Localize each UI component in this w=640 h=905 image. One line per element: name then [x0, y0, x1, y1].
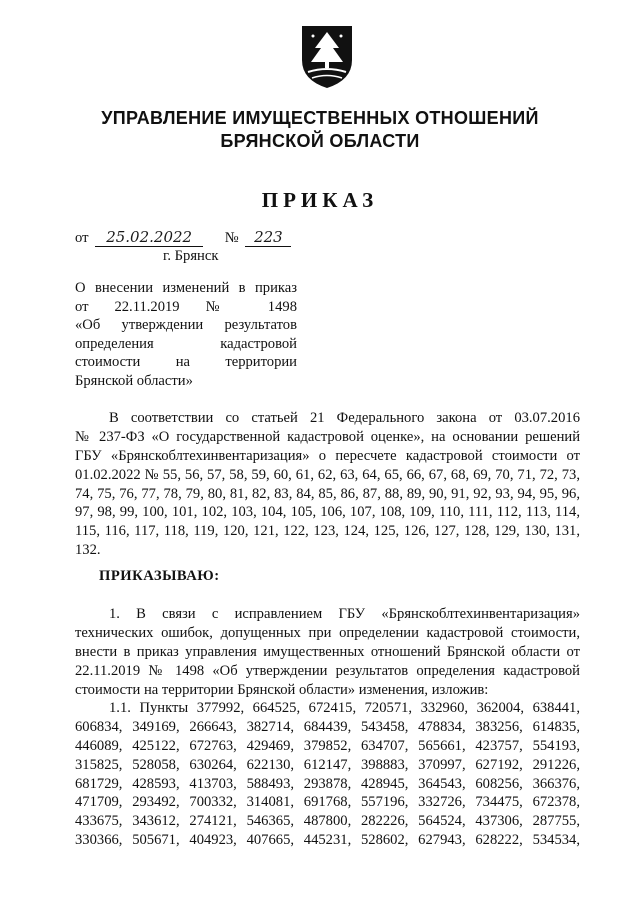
paragraph-line: 97, 98, 99, 100, 101, 102, 103, 104, 105, 106, 107, 108, 109, 110, 111, 112, 113, 114,: [75, 504, 580, 521]
order-date: 25.02.2022: [95, 228, 203, 247]
paragraph-line: 132.: [75, 542, 101, 559]
paragraph-line: 681729, 428593, 413703, 588493, 293878, 428945, 364543, 608256, 366376,: [75, 775, 580, 792]
city: г. Брянск: [163, 248, 219, 264]
order-subject: [75, 279, 297, 391]
doc-title: ПРИКАЗ: [261, 188, 379, 212]
subject-line: «Об утверждении результатов: [75, 317, 297, 334]
clause-1-1: [75, 699, 580, 850]
subject-line: определения кадастровой: [75, 335, 297, 352]
subject-line: стоимости на территории: [75, 354, 297, 371]
paragraph-line: 74, 75, 76, 77, 78, 79, 80, 81, 82, 83, 84, 85, 86, 87, 88, 89, 90, 91, 92, 93, 94, 95, 96,: [75, 485, 580, 502]
paragraph-line: 115, 116, 117, 118, 119, 120, 121, 122, 123, 124, 125, 126, 127, 128, 129, 130, 131,: [75, 523, 580, 540]
org-name-line1: УПРАВЛЕНИЕ ИМУЩЕСТВЕННЫХ ОТНОШЕНИЙ: [101, 108, 539, 128]
preamble-paragraph: [75, 409, 580, 560]
date-number-line: [75, 228, 291, 247]
paragraph-line: 433675, 343612, 274121, 546365, 487800, 282226, 564524, 437306, 287755,: [75, 813, 580, 830]
paragraph-line: технических ошибок, допущенных при определении кадастровой стоимости,: [75, 624, 580, 641]
paragraph-line: 22.11.2019 № 1498 «Об утверждении результатов определения кадастровой: [75, 662, 580, 679]
paragraph-line: внести в приказ управления имущественных отношений Брянской области от: [75, 643, 580, 660]
paragraph-line: 330366, 505671, 404923, 407665, 445231, 528602, 627943, 628222, 534534,: [75, 832, 580, 849]
subject-line: от 22.11.2019 № 1498: [75, 298, 297, 315]
paragraph-line: 1.1. Пункты 377992, 664525, 672415, 720571, 332960, 362004, 638441,: [109, 700, 580, 716]
paragraph-line: 1. В связи с исправлением ГБУ «Брянскоблтехинвентаризация»: [109, 606, 580, 622]
subject-line: Брянской области»: [75, 372, 193, 389]
paragraph-line: 471709, 293492, 700332, 314081, 691768, 557196, 332726, 734475, 672378,: [75, 794, 580, 811]
paragraph-line: стоимости на территории Брянской области» изменения, изложив:: [75, 681, 489, 698]
from-label: от: [75, 230, 89, 246]
paragraph-line: 315825, 528058, 630264, 622130, 612147, 398883, 370997, 627192, 291226,: [75, 756, 580, 773]
subject-line: О внесении изменений в приказ: [75, 280, 297, 296]
order-directive: ПРИКАЗЫВАЮ:: [99, 568, 220, 584]
paragraph-line: В соответствии со статьей 21 Федерального закона от 03.07.2016: [109, 410, 580, 426]
org-name-line2: БРЯНСКОЙ ОБЛАСТИ: [220, 131, 420, 151]
coat-of-arms-emblem: [298, 24, 356, 90]
paragraph-line: 606834, 349169, 266643, 382714, 684439, 543458, 478834, 383256, 614835,: [75, 718, 580, 735]
clause-1: [75, 605, 580, 699]
paragraph-line: № 237-ФЗ «О государственной кадастровой оценке», на основании решений: [75, 428, 580, 445]
paragraph-line: 446089, 425122, 672763, 429469, 379852, 634707, 565661, 423757, 554193,: [75, 737, 580, 754]
paragraph-line: 01.02.2022 № 55, 56, 57, 58, 59, 60, 61, 62, 63, 64, 65, 66, 67, 68, 69, 70, 71, 72, 73,: [75, 466, 580, 483]
paragraph-line: ГБУ «Брянскоблтехинвентаризация» о пересчете кадастровой стоимости от: [75, 447, 580, 464]
number-label: №: [224, 230, 239, 246]
order-number: 223: [245, 228, 291, 247]
